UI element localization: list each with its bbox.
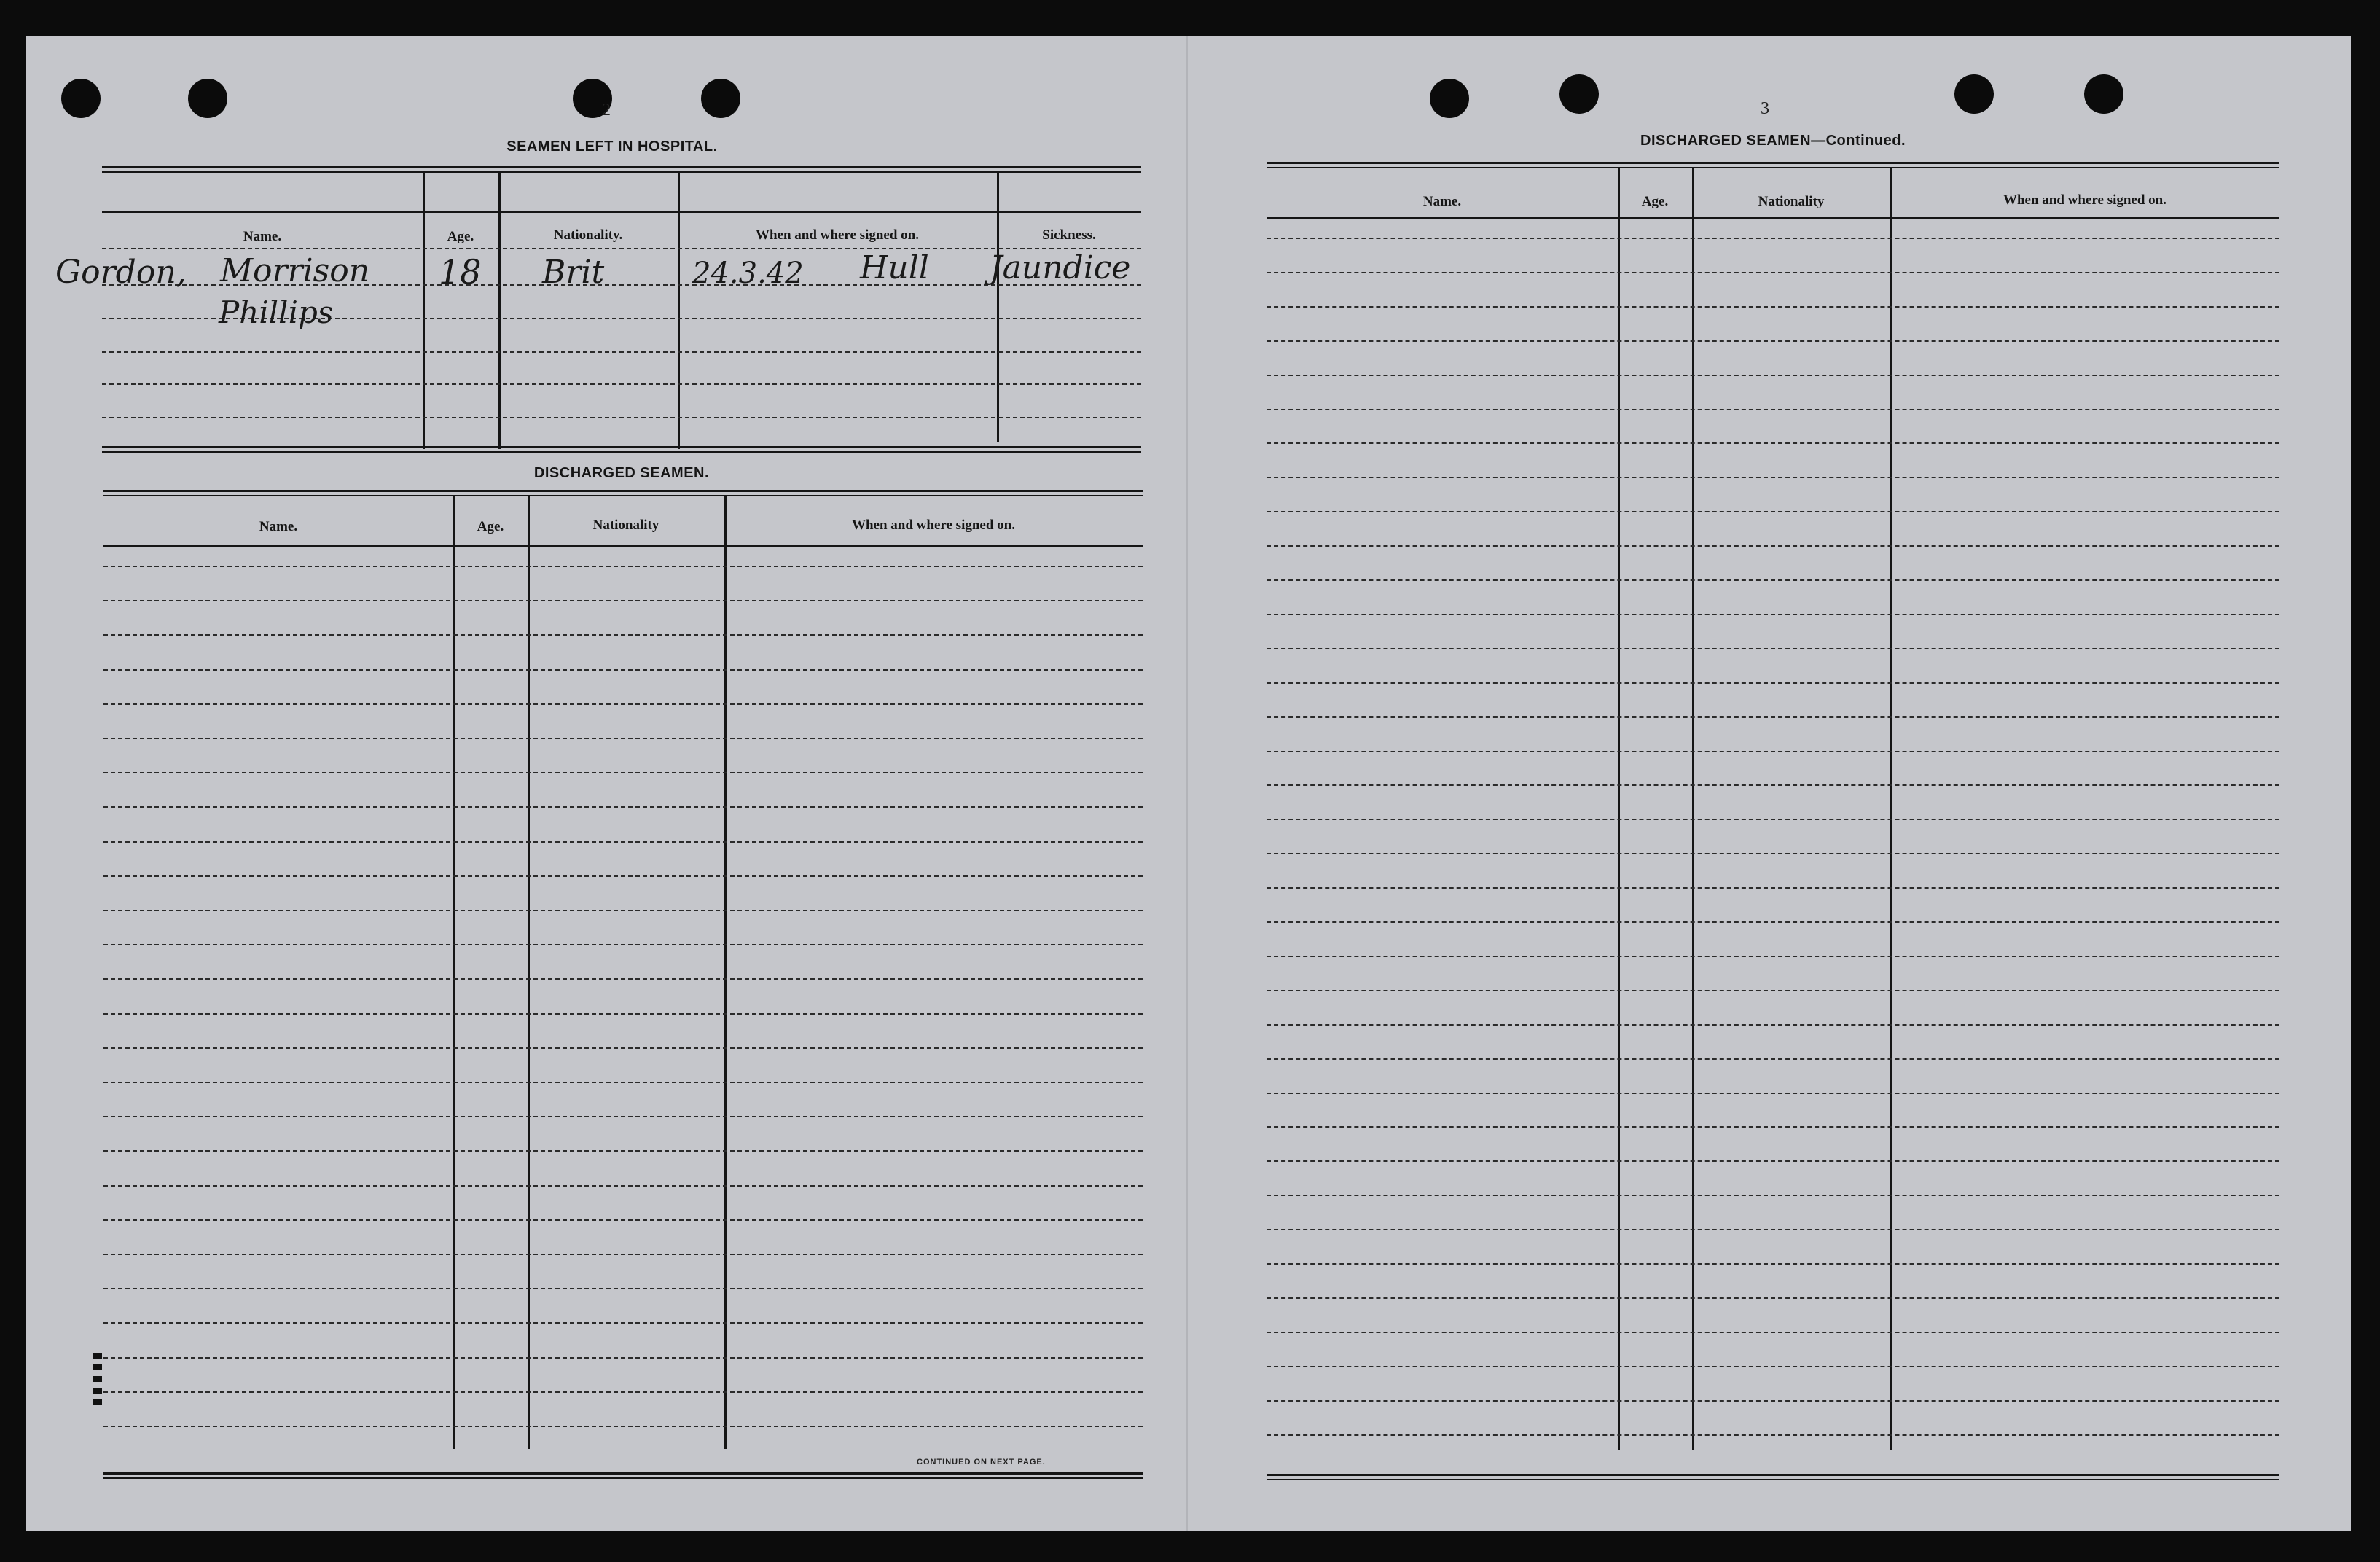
page-number-left: 2 [602, 101, 611, 120]
discharged-right-header-name: Name. [1422, 194, 1462, 209]
punch-hole [1430, 79, 1469, 118]
entry-given-name-2: Phillips [219, 294, 334, 330]
ledger-row-line [103, 1185, 1143, 1187]
ledger-row-line [1267, 477, 2279, 478]
ledger-row-line [1267, 238, 2279, 239]
ledger-row-line [103, 1322, 1143, 1324]
discharged-right-header-nationality: Nationality [1758, 194, 1825, 209]
entry-surname: Gordon, [55, 254, 187, 291]
ledger-row-line [1267, 545, 2279, 547]
hospital-header-signed-on: When and where signed on. [755, 227, 919, 243]
ledger-row-line [103, 1288, 1143, 1289]
page-number-right: 3 [1761, 99, 1769, 118]
hospital-table [55, 166, 1141, 487]
discharged-section-title-left: DISCHARGED SEAMEN. [533, 465, 710, 481]
entry-nationality: Brit [542, 254, 605, 291]
ledger-row-line [1267, 1195, 2279, 1196]
margin-marks [93, 1353, 105, 1411]
ledger-row-line [103, 978, 1143, 980]
ledger-row-line [1267, 1332, 2279, 1333]
ledger-row-line [1267, 272, 2279, 273]
ledger-row-line [1267, 1126, 2279, 1128]
ledger-row-line [103, 634, 1143, 636]
entry-signed-on-place: Hull [860, 249, 929, 286]
hospital-header-sickness: Sickness. [1042, 227, 1096, 243]
ledger-row-line [1267, 648, 2279, 649]
ledger-row-line [103, 841, 1143, 843]
ledger-row-line [103, 772, 1143, 773]
ledger-row-line [103, 806, 1143, 808]
ledger-row-line [103, 566, 1143, 567]
punch-hole [2084, 74, 2123, 114]
ledger-row-line [1267, 682, 2279, 684]
discharged-left-header-age: Age. [477, 519, 504, 534]
punch-hole [1954, 74, 1994, 114]
ledger-row-line [103, 1357, 1143, 1359]
hospital-section-title: SEAMEN LEFT IN HOSPITAL. [506, 138, 718, 155]
ledger-row-line [1267, 511, 2279, 512]
entry-given-name-1: Morrison [220, 252, 370, 289]
ledger-row-line [1267, 716, 2279, 718]
ledger-row-line [1267, 1297, 2279, 1299]
ledger-row-line [1267, 306, 2279, 308]
ledger-row-line [1267, 409, 2279, 410]
ledger-row-line [1267, 1434, 2279, 1436]
discharged-section-title-right: DISCHARGED SEAMEN—Continued. [1640, 133, 1906, 149]
ledger-row-line [103, 944, 1143, 945]
hospital-header-name: Name. [243, 229, 282, 244]
ledger-row-line [103, 669, 1143, 671]
hospital-header-nationality: Nationality. [553, 227, 623, 243]
ledger-row-line [1267, 579, 2279, 581]
ledger-row-line [103, 1426, 1143, 1427]
ledger-row-line [1267, 1366, 2279, 1367]
ledger-row-line [1267, 853, 2279, 854]
ledger-row-line [1267, 1058, 2279, 1060]
ledger-row-line [103, 738, 1143, 739]
discharged-table-right [1267, 162, 2279, 1496]
punch-hole [1559, 74, 1599, 114]
ledger-row-line [103, 1254, 1143, 1255]
discharged-right-header-age: Age. [1641, 194, 1669, 209]
entry-signed-on-date: 24.3.42 [692, 257, 804, 290]
ledger-row-line [103, 703, 1143, 705]
ledger-row-line [1267, 751, 2279, 752]
ledger-row-line [103, 1391, 1143, 1393]
ledger-row-line [1267, 1024, 2279, 1026]
ledger-row-line [1267, 375, 2279, 376]
ledger-row-line [1267, 887, 2279, 889]
ledger-row-line [103, 1047, 1143, 1049]
page-fold [1186, 36, 1188, 1531]
ledger-row-line [1267, 1229, 2279, 1230]
ledger-row-line [103, 1150, 1143, 1152]
ledger-row-line [1267, 921, 2279, 923]
ledger-row-line [1267, 956, 2279, 957]
punch-hole [188, 79, 227, 118]
ledger-row-line [103, 1219, 1143, 1221]
discharged-right-header-signed-on: When and where signed on. [2003, 192, 2166, 208]
ledger-row-line [103, 1013, 1143, 1015]
entry-age: 18 [439, 252, 482, 292]
discharged-left-header-signed-on: When and where signed on. [851, 518, 1015, 533]
ledger-row-line [1267, 819, 2279, 820]
ledger-row-line [103, 875, 1143, 877]
ledger-row-line [1267, 1160, 2279, 1162]
ledger-row-line [1267, 990, 2279, 991]
discharged-left-header-name: Name. [259, 519, 298, 534]
ledger-row-line [103, 910, 1143, 911]
ledger-row-line [103, 1082, 1143, 1083]
punch-hole [701, 79, 740, 118]
discharged-left-header-nationality: Nationality [592, 518, 659, 533]
entry-sickness: Jaundice [990, 249, 1131, 286]
ledger-row-line [103, 600, 1143, 601]
ledger-sheet [26, 36, 2351, 1531]
discharged-table-left [103, 490, 1143, 1496]
punch-hole [61, 79, 101, 118]
ledger-row-line [1267, 1400, 2279, 1402]
continued-footer: CONTINUED ON NEXT PAGE. [917, 1458, 1046, 1467]
ledger-row-line [1267, 340, 2279, 342]
ledger-row-line [1267, 1093, 2279, 1094]
ledger-row-line [1267, 1263, 2279, 1265]
ledger-row-line [1267, 442, 2279, 444]
hospital-header-age: Age. [447, 229, 474, 244]
ledger-row-line [1267, 784, 2279, 786]
ledger-row-line [1267, 614, 2279, 615]
ledger-row-line [103, 1116, 1143, 1117]
